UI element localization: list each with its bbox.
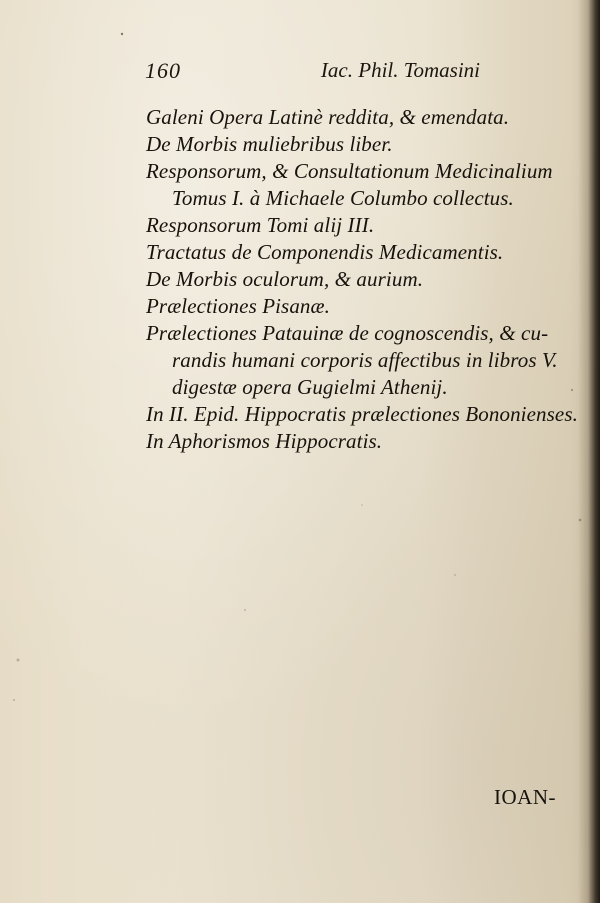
running-head [145,58,480,88]
list-item [146,428,586,455]
entry-line: Responsorum Tomi alij III. [146,213,375,237]
list-item [146,239,586,266]
list-item [146,320,586,401]
catchword: IOAN- [494,785,556,809]
entry-line: In Aphorismos Hippocratis. [146,429,383,453]
entry-continuation-line: Tomus I. à Michaele Columbo collectus. [172,186,514,210]
bibliography-list [146,104,586,455]
entry-line: Tractatus de Componendis Medicamentis. [146,240,504,264]
entry-line: De Morbis oculorum, & aurium. [146,267,424,291]
list-item [146,401,586,428]
running-head-title: Iac. Phil. Tomasini [320,58,480,82]
entry-line: Galeni Opera Latinè reddita, & emendata. [146,105,510,129]
list-item [146,131,586,158]
list-item [146,266,586,293]
entry-line: Prælectiones Patauinæ de cognoscendis, & cu- [146,321,549,345]
entry-line: Prælectiones Pisanæ. [146,294,330,318]
entry-line: Responsorum, & Consultationum Medicinalium [146,159,553,183]
entry-continuation-line: digestæ opera Gugielmi Athenij. [172,375,448,399]
list-item [146,104,586,131]
entry-line: In II. Epid. Hippocratis prælectiones Bononienses. [146,402,578,426]
list-item [146,293,586,320]
entry-line: De Morbis muliebribus liber. [146,132,393,156]
list-item [146,212,586,239]
page-number: 160 [145,58,181,83]
entry-continuation-line: randis humani corporis affectibus in libros V. [172,348,558,372]
list-item [146,158,586,212]
